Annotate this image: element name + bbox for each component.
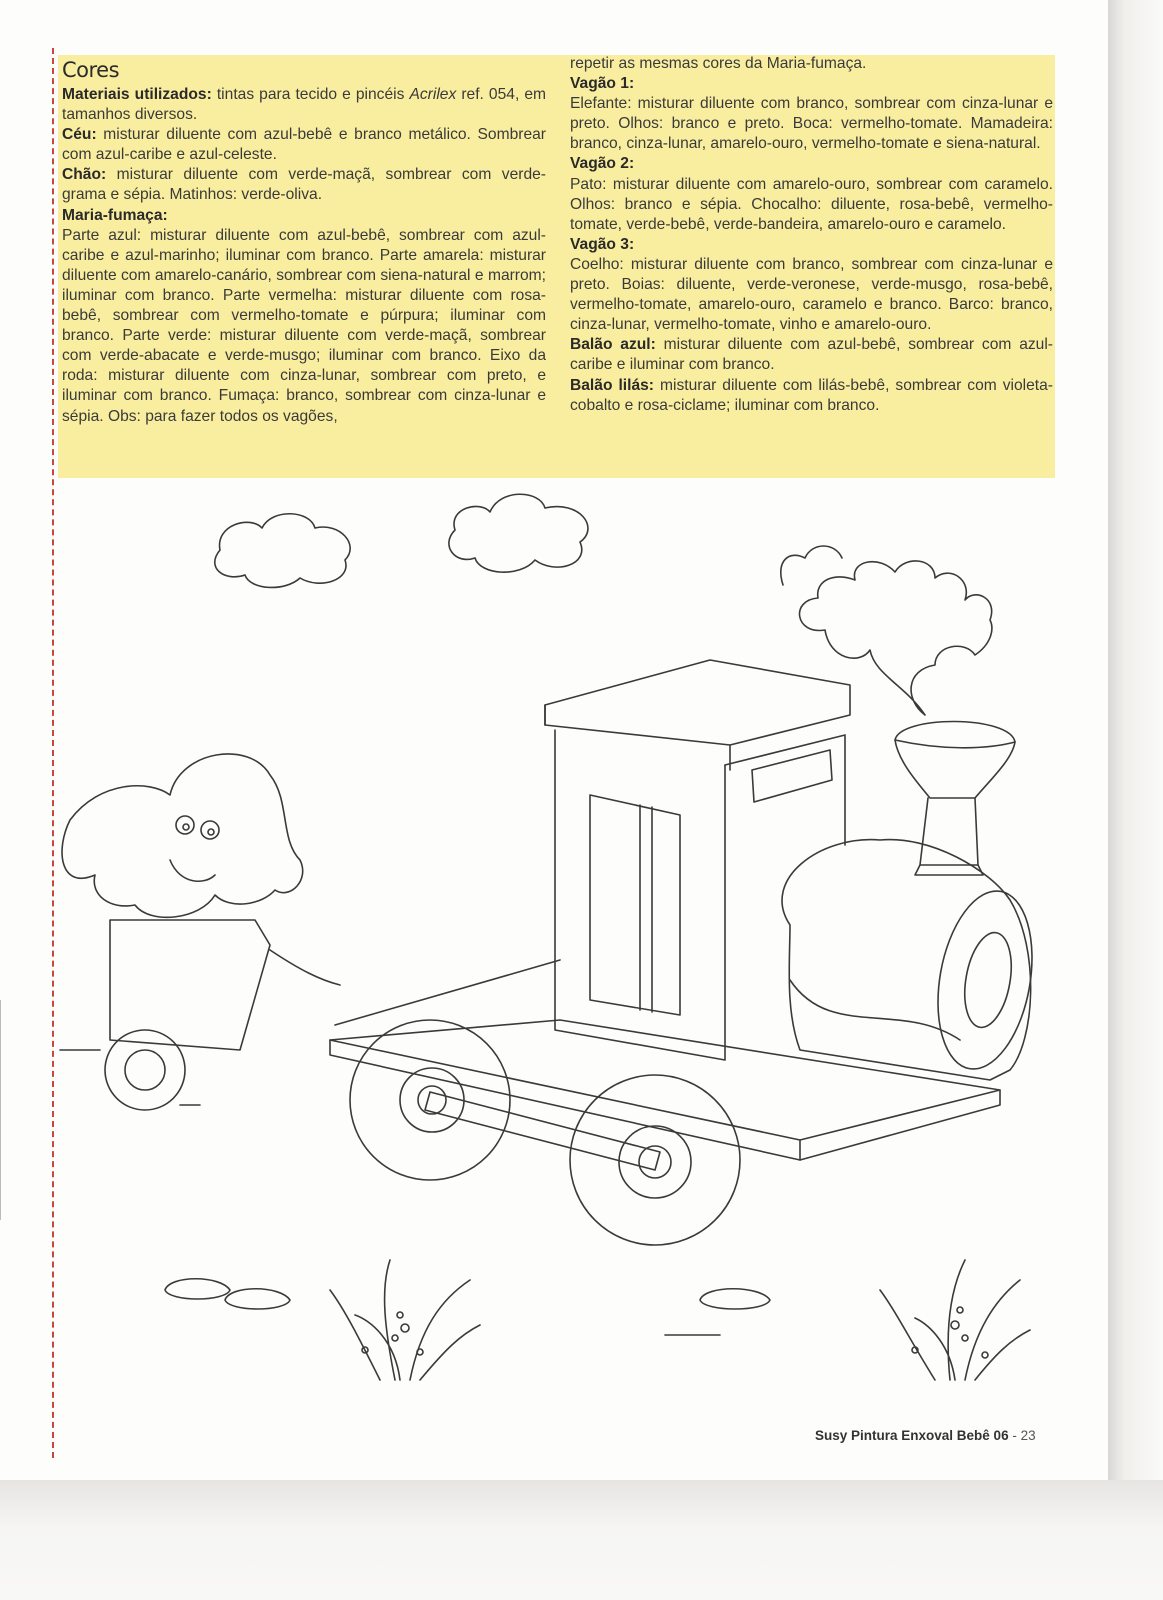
scan-background [0,1480,1163,1600]
grass-right-icon [880,1260,1030,1380]
page-footer [815,1428,1036,1443]
instructions-right-column [570,54,1053,416]
stone-center-icon [700,1289,770,1309]
vagao3-label: Vagão 3: [570,235,635,253]
boiler-icon [782,840,1031,1080]
vagao2-label: Vagão 2: [570,155,635,173]
smoke-icon [800,561,992,715]
vagao1-label: Vagão 1: [570,75,635,93]
cloud-center-icon [449,494,588,572]
train-line-drawing [0,480,1108,1450]
vagao1-text: Elefante: misturar diluente com branco, sombrear com cinza-lunar e preto. Olhos: branco e preto. Boca: vermelho-tomate. Mamadeira: branco, cinza-lunar, amarelo-ouro, vermelho-tomate e siena-natural. [570,95,1053,153]
chao-label: Chão: [62,166,107,184]
elephant-wagon-icon [110,920,270,1050]
balao-azul-text: misturar diluente com azul-bebê, sombrear com azul-caribe e iluminar com branco. [570,336,1053,374]
maria-paragraph [62,206,546,427]
wheel-rod-icon [425,1092,660,1170]
chao-paragraph [62,165,546,205]
instructions-left-column [62,55,546,427]
chao-text: misturar diluente com verde-maçã, sombrear com verde-grama e sépia. Matinhos: verde-oliva. [62,166,546,204]
ceu-text: misturar diluente com azul-bebê e branco metálico. Sombrear com azul-caribe e azul-celeste. [62,126,546,164]
grass-left-icon [330,1260,480,1380]
section-title: Cores [62,58,120,82]
wheel-right-icon [570,1075,740,1245]
materials-text-b: ref. 054, em tamanhos diversos. [62,86,546,124]
cab-roof-icon [545,660,850,745]
balao-lilas-label: Balão lilás: [570,376,654,394]
ceu-label: Céu: [62,126,97,144]
balao-azul-paragraph [570,335,1053,375]
materials-paragraph [62,85,546,125]
footer-separator: - [1008,1428,1021,1443]
elephant-icon [62,754,303,917]
maria-text: Parte azul: misturar diluente com azul-bebê, sombrear com azul-caribe e azul-marinho; iluminar com branco. Parte amarela: misturar diluente com amarelo-canário, sombrear com siena-natural e marrom; iluminar com branco. Parte vermelha: misturar diluente com rosa-bebê, sombrear com vermelho-tomate e púrpura; iluminar com branco. Parte verde: misturar diluente com verde-maçã, sombrear com verde-abacate e verde-musgo; iluminar com branco. Eixo da roda: misturar diluente com cinza-lunar, sombrear com preto, e iluminar com branco. Fumaça: branco, sombrear com cinza-lunar e sépia. Obs: para fazer todos os vagões, [62,226,546,425]
balao-lilas-text: misturar diluente com lilás-bebê, sombrear com violeta-cobalto e rosa-ciclame; iluminar com branco. [570,376,1053,414]
balao-lilas-paragraph [570,376,1053,416]
balao-azul-label: Balão azul: [570,336,656,354]
continuation-text: repetir as mesmas cores da Maria-fumaça. [570,55,867,72]
publication-name: Susy Pintura Enxoval Bebê 06 [815,1428,1009,1443]
vagao3-text: Coelho: misturar diluente com branco, sombrear com cinza-lunar e preto. Boias: diluente, verde-veronese, verde-musgo, rosa-bebê, vermelho-tomate, amarelo-ouro, caramelo e branco. Barco: branco, cinza-lunar, vermelho-tomate, vinho e amarelo-ouro. [570,255,1053,334]
cloud-left-icon [215,514,350,588]
materials-text-a: tintas para tecido e pincéis [211,86,410,103]
chimney-icon [895,721,1015,798]
materials-label: Materiais utilizados: [62,86,212,103]
maria-label: Maria-fumaça: [62,206,168,224]
vagao1-paragraph [570,74,1053,154]
page-number: 23 [1020,1428,1036,1443]
wheel-left-icon [350,1020,510,1180]
vagao3-paragraph [570,235,1053,335]
vagao2-paragraph [570,154,1053,234]
page-edge [1108,0,1163,1480]
ceu-paragraph [62,125,546,165]
stone-left-icon [165,1279,230,1299]
materials-brand: Acrilex [409,86,457,103]
vagao2-text: Pato: misturar diluente com amarelo-ouro, sombrear com caramelo. Olhos: branco e sépia. Chocalho: diluente, rosa-bebê, vermelho-tomate, verde-bebê, verde-bandeira, amarelo-ouro e caramelo. [570,175,1053,233]
